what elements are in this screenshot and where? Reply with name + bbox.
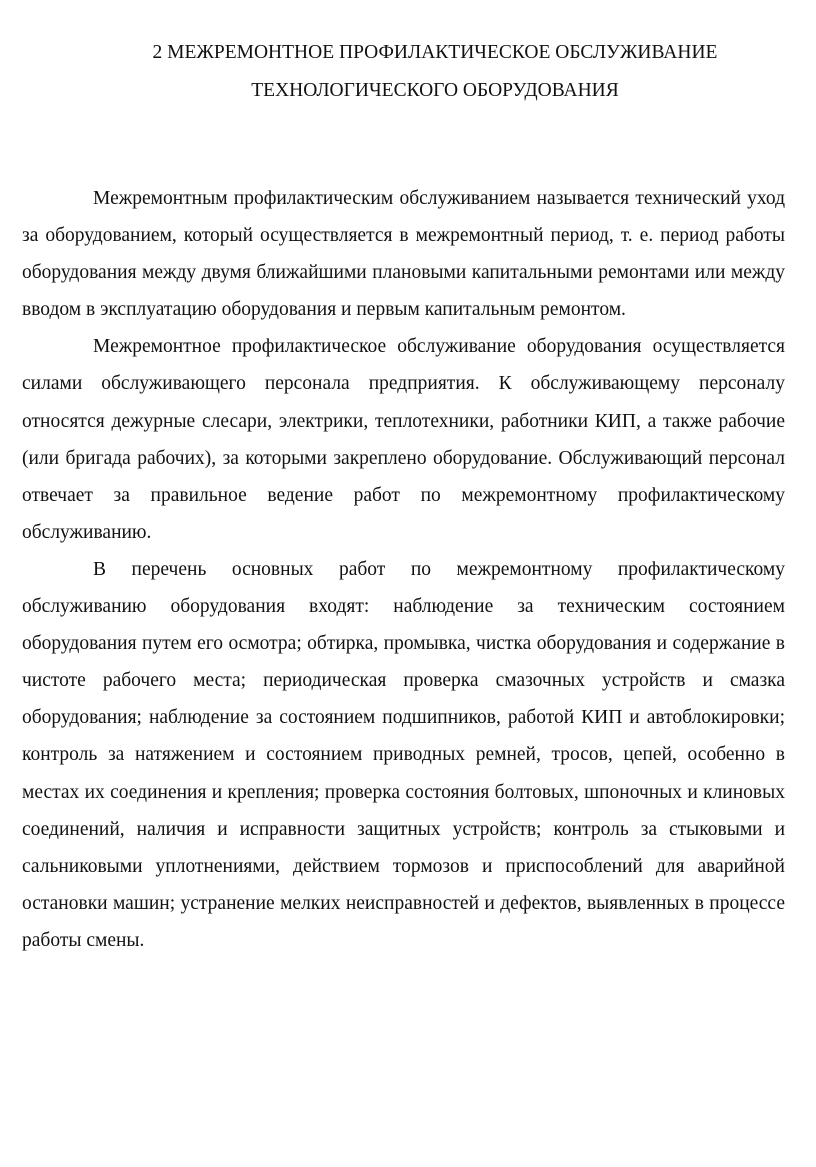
title-line-1: 2 МЕЖРЕМОНТНОЕ ПРОФИЛАКТИЧЕСКОЕ ОБСЛУЖИВАНИЕ [152, 42, 718, 63]
paragraph-work-list: В перечень основных работ по межремонтному профилактическому обслуживанию оборудования входят: наблюдение за техническим состоянием оборудования путем его осмотра; обтирка, промывка, чистка оборудования и содержание в чистоте рабочего места; периодическая проверка смазочных устройств и смазка оборудования; наблюдение за состоянием подшипников, работой КИП и автоблокировки; контроль за натяжением и состоянием приводных ремней, тросов, цепей, особенно в местах их соединения и крепления; проверка состояния болтовых, шпоночных и клиновых соединений, наличия и исправности защитных устройств; контроль за стыковыми и сальниковыми уплотнениями, действием тормозов и приспособлений для аварийной остановки машин; устранение мелких неисправностей и дефектов, выявленных в процессе работы смены. [22, 558, 785, 951]
paragraph-definition: Межремонтным профилактическим обслуживанием называется технический уход за оборудованием, который осуществляется в межремонтный период, т. е. период работы оборудования между двумя ближайшими плановыми капитальными ремонтами или между вводом в эксплуатацию оборудования и первым капитальным ремонтом. [22, 188, 785, 321]
document-body [22, 180, 785, 959]
page-title [40, 34, 816, 110]
paragraph-personnel: Межремонтное профилактическое обслуживание оборудования осуществляется силами обслуживающего персонала предприятия. К обслуживающему персоналу относятся дежурные слесари, электрики, теплотехники, работники КИП, а также рабочие (или бригада рабочих), за которыми закреплено оборудование. Обслуживающий персонал отвечает за правильное ведение работ по межремонтному профилактическому обслуживанию. [22, 336, 785, 543]
title-line-2: ТЕХНОЛОГИЧЕСКОГО ОБОРУДОВАНИЯ [251, 80, 619, 101]
